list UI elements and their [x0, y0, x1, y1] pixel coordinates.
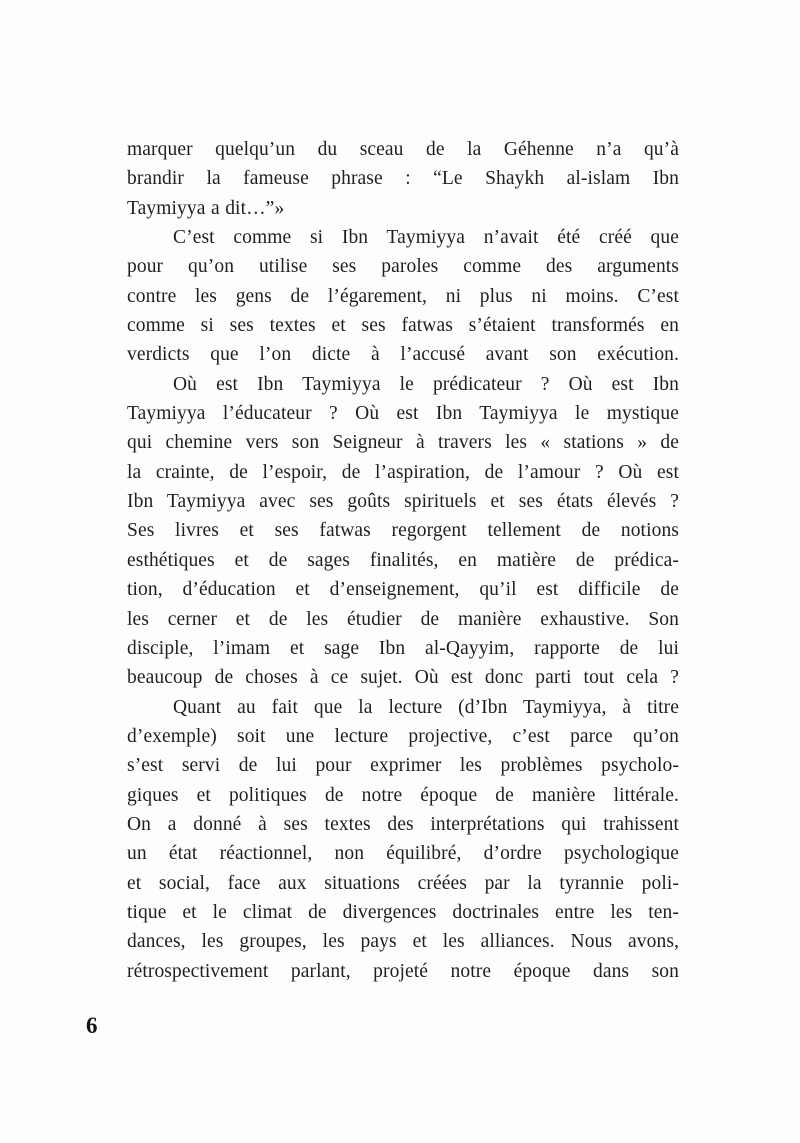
text-line: beaucoup de choses à ce sujet. Où est donc parti tout cela ? — [127, 667, 679, 689]
text-line: giques et politiques de notre époque de manière littérale. — [127, 784, 679, 806]
text-line: esthétiques et de sages finalités, en matière de prédica- — [127, 549, 679, 571]
text-line: brandir la fameuse phrase : “Le Shaykh al-islam Ibn — [127, 168, 679, 190]
text-line: comme si ses textes et ses fatwas s’étaient transformés en — [127, 315, 679, 337]
text-line: marquer quelqu’un du sceau de la Géhenne n’a qu’à — [127, 139, 679, 160]
text-line: la crainte, de l’espoir, de l’aspiration, de l’amour ? Où est — [127, 461, 679, 483]
page-number: 6 — [86, 1013, 98, 1038]
text-line: disciple, l’imam et sage Ibn al-Qayyim, rapporte de lui — [127, 637, 679, 659]
paragraph — [127, 693, 679, 986]
paragraph — [127, 135, 679, 223]
text-line: pour qu’on utilise ses paroles comme des arguments — [127, 256, 679, 278]
body-text — [127, 135, 679, 986]
text-line: Taymiyya l’éducateur ? Où est Ibn Taymiyya le mystique — [127, 403, 679, 425]
text-line: Ses livres et ses fatwas regorgent tellement de notions — [127, 520, 679, 542]
text-line: On a donné à ses textes des interprétations qui trahissent — [127, 813, 679, 835]
paragraph — [127, 223, 679, 370]
text-line: s’est servi de lui pour exprimer les problèmes psycholo- — [127, 755, 679, 777]
text-line: et social, face aux situations créées par la tyrannie poli- — [127, 872, 679, 894]
text-line: qui chemine vers son Seigneur à travers les « stations » de — [127, 432, 679, 454]
text-line: un état réactionnel, non équilibré, d’ordre psychologique — [127, 843, 679, 865]
text-line: Quant au fait que la lecture (d’Ibn Taymiyya, à titre — [173, 696, 679, 718]
text-line: Ibn Taymiyya avec ses goûts spirituels et ses états élevés ? — [127, 491, 679, 513]
text-line: dances, les groupes, les pays et les alliances. Nous avons, — [127, 931, 679, 953]
text-line: contre les gens de l’égarement, ni plus ni moins. C’est — [127, 285, 679, 307]
paragraph — [127, 370, 679, 693]
text-line: tique et le climat de divergences doctrinales entre les ten- — [127, 901, 679, 923]
text-line: les cerner et de les étudier de manière exhaustive. Son — [127, 608, 679, 630]
text-line: C’est comme si Ibn Taymiyya n’avait été créé que — [173, 227, 679, 249]
text-line: Où est Ibn Taymiyya le prédicateur ? Où est Ibn — [173, 373, 679, 395]
text-line: rétrospectivement parlant, projeté notre époque dans son — [127, 960, 679, 982]
text-line: verdicts que l’on dicte à l’accusé avant son exécution. — [127, 344, 679, 366]
text-line: Taymiyya a dit…”» — [127, 197, 285, 219]
text-line: d’exemple) soit une lecture projective, c’est parce qu’on — [127, 725, 679, 747]
text-line: tion, d’éducation et d’enseignement, qu’il est difficile de — [127, 579, 679, 601]
